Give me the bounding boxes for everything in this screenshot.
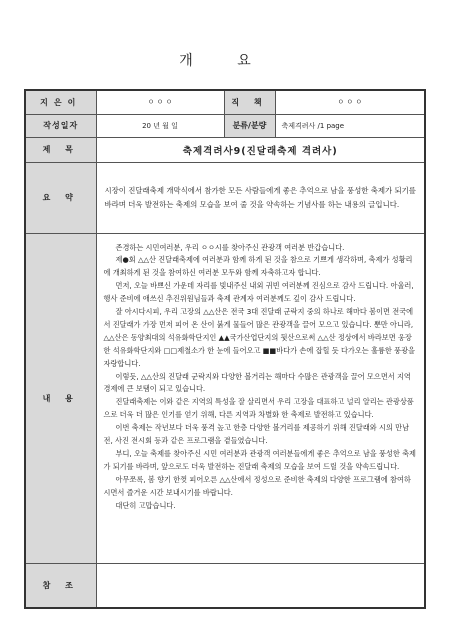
content-paragraph: 먼저, 오늘 바쁘신 가운데 자리를 빛내주신 내외 귀빈 여러분께 진심으로 감사 드립니다. 아울러, 행사 준비에 애쓰신 추진위원님들과 축제 관계자 여러분께도 깊이 감사 드립니다. [103,281,414,304]
summary-form [24,89,426,609]
date-value[interactable]: 20 년 월 일 [96,114,224,137]
content-row [25,233,425,563]
summary-label: 요 약 [25,162,96,233]
content-paragraph: 부디, 오늘 축제를 찾아주신 시민 여러분과 관광객 여러분들에게 좋은 추억으로 남을 풍성한 축제가 되기를 바라며, 앞으로도 더욱 발전하는 진달래 축제의 모습을 보여 드릴 것을 약속드립니다. [103,449,416,471]
subject-value[interactable]: 축제격려사9(진달래축제 격려사) [96,137,425,162]
content-body[interactable] [96,233,425,563]
document-title: 개 요 [179,53,271,69]
content-paragraph: 존경하는 시민여러분, 우리 ㅇㅇ시를 찾아주신 관광객 여러분 반갑습니다. [115,242,345,252]
position-value[interactable]: ㅇ ㅇ ㅇ [275,90,425,114]
content-paragraph: 진달래축제는 이와 같은 지역의 특성을 잘 살리면서 우리 고장을 대표하고 널리 알리는 관광상품으로 더욱 더 많은 인기를 얻기 위해, 다른 지역과 차별화 한 축제로 발전하고 있습니다. [103,397,414,420]
content-paragraph: 이번 축제는 작년보다 더욱 풍격 높고 한층 다양한 볼거리를 제공하기 위해 진달래와 시의 만남 전, 사진 전시회 등과 같은 프로그램을 곁들였습니다. [103,423,410,446]
subject-label: 제 목 [25,137,96,162]
date-row [25,114,425,137]
reference-value[interactable] [96,563,425,608]
content-label: 내 용 [25,233,96,563]
subject-row [25,137,425,162]
summary-text[interactable]: 시장이 진달래축제 개막식에서 참가한 모든 사람들에게 좋은 추억으로 남을 풍성한 축제가 되기를 바라며 더욱 발전하는 축제의 모습을 보여 줄 것을 약속하는 기념사를 하는 내용의 글입니다. [96,162,425,233]
category-label: 분류/분량 [224,114,275,137]
author-label: 지은이 [25,90,96,114]
category-value[interactable]: 축제격려사 /1 page [275,114,425,137]
reference-label: 참 조 [25,563,96,608]
date-label: 작성일자 [25,114,96,137]
reference-row [25,563,425,608]
position-label: 직 책 [224,90,275,114]
content-paragraph: 잘 아시다시피, 우리 고장의 △△산은 전국 3대 진달래 군락지 중의 하나로 해마다 봄이면 전국에서 진달래가 가장 먼저 피어 온 산이 붉게 물들어 많은 관광객을 끌어 모으고 있습니다. 뿐만 아니라, △△산은 동양최대의 석유화학단지인 ▲▲국가산업단지의 뒷산으로써 △△산 정상에서 바라보면 웅장한 석유화학단지와 □□제철소가 한 눈에 들어오고 ■■바다가 손에 잡힐 듯 다가오는 훌륭한 풍광을 자랑합니다. [103,307,415,368]
content-paragraph: 아무쪼록, 봄 향기 한껏 피어오른 △△산에서 정성으로 준비한 축제의 다양한 프로그램에 참여하시면서 즐거운 시간 보내시기를 바랍니다. [103,474,411,497]
content-paragraph: 제●회 △△산 진달래축제에 여러분과 함께 하게 된 것을 참으로 기쁘게 생각하며, 축제가 성황리에 개최하게 된 것을 참여하신 여러분 모두와 함께 자축하고자 합니다. [103,255,413,278]
content-paragraph: 대단히 고맙습니다. [115,500,176,510]
summary-row [25,162,425,233]
author-row [25,90,425,114]
author-value[interactable]: ㅇ ㅇ ㅇ [96,90,224,114]
content-paragraph: 이렇듯, △△산의 진달래 군락지와 다양한 볼거리는 해마다 수많은 관광객을 끌어 모으면서 지역경제에 큰 보탬이 되고 있습니다. [103,371,411,394]
